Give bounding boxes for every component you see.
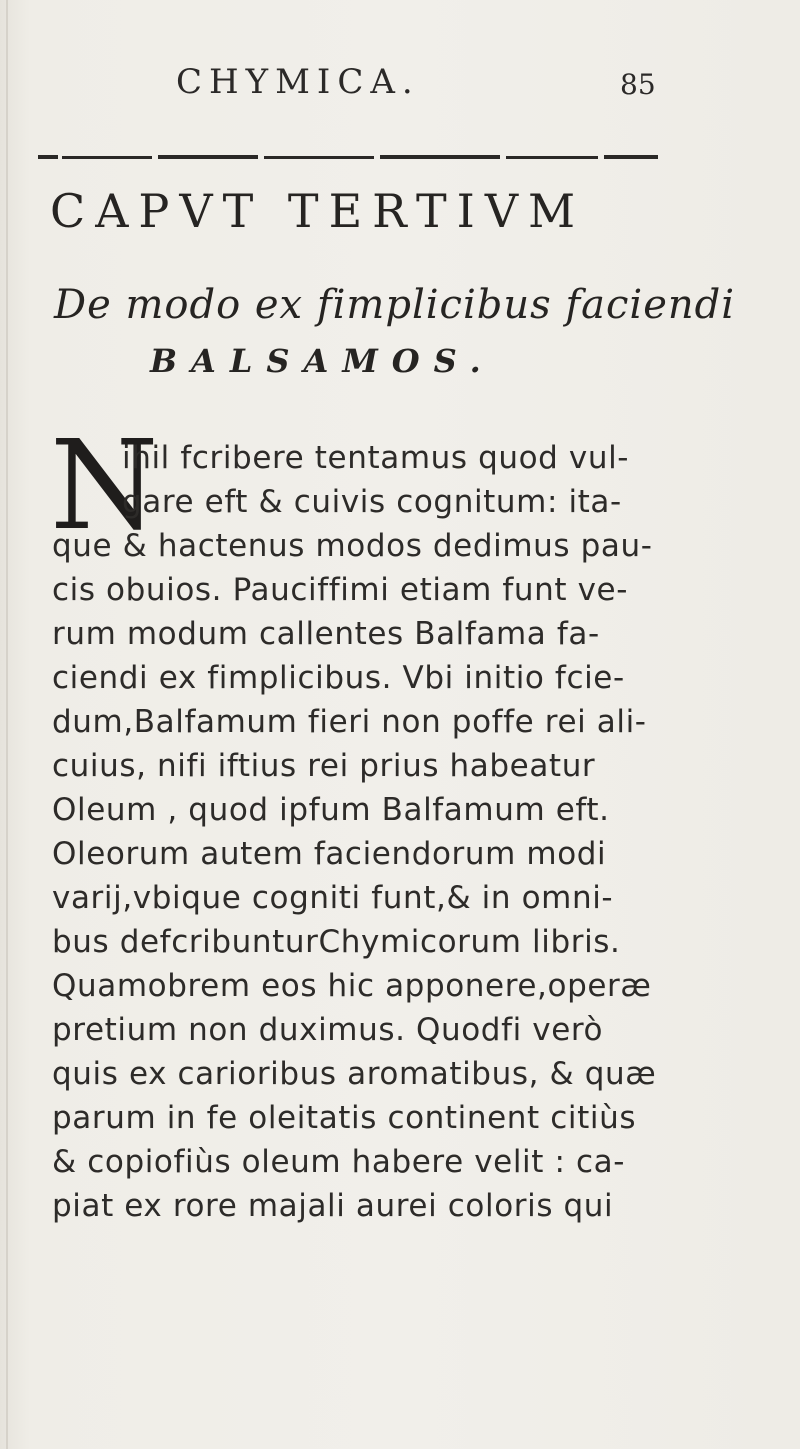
text-line: pretium non duximus. Quodfi verò — [52, 1012, 604, 1048]
text-line: bus defcribunturChymicorum libris. — [52, 924, 621, 960]
page-number: 85 — [620, 68, 656, 101]
text-line: cis obuios. Pauciffimi etiam funt ve- — [52, 572, 629, 608]
running-title: CHYMICA. — [176, 62, 420, 102]
text-line: cuius, nifi iftius rei prius habeatur — [52, 748, 596, 784]
chapter-subtitle-balsamos: BALSAMOS. — [150, 342, 495, 380]
ornamental-rule — [38, 152, 658, 162]
text-line: gare eft & cuivis cognitum: ita- — [122, 484, 622, 520]
text-line: ihil fcribere tentamus quod vul- — [122, 440, 630, 476]
text-line: varij,vbique cogniti funt,& in omni- — [52, 880, 614, 916]
text-line: Quamobrem eos hic apponere,operæ — [52, 968, 652, 1004]
text-line: ciendi ex fimplicibus. Vbi initio fcie- — [52, 660, 625, 696]
chapter-subtitle: De modo ex fimplicibus faciendi — [54, 282, 736, 328]
text-line: piat ex rore majali aurei coloris qui — [52, 1188, 614, 1224]
text-line: quis ex carioribus aromatibus, & quæ — [52, 1056, 657, 1092]
drop-cap: N — [50, 414, 159, 558]
text-line: dum,Balfamum fieri non poffe rei ali- — [52, 704, 647, 740]
text-line: & copiofiùs oleum habere velit : ca- — [52, 1144, 625, 1180]
text-line: Oleum , quod ipfum Balfamum eft. — [52, 792, 610, 828]
text-line: rum modum callentes Balfama fa- — [52, 616, 600, 652]
page-gutter — [6, 0, 8, 1449]
text-line: que & hactenus modos dedimus pau- — [52, 528, 653, 564]
text-line: parum in fe oleitatis continent citiùs — [52, 1100, 637, 1136]
text-line: Oleorum autem faciendorum modi — [52, 836, 607, 872]
chapter-title: CAPVT TERTIVM — [50, 184, 586, 238]
